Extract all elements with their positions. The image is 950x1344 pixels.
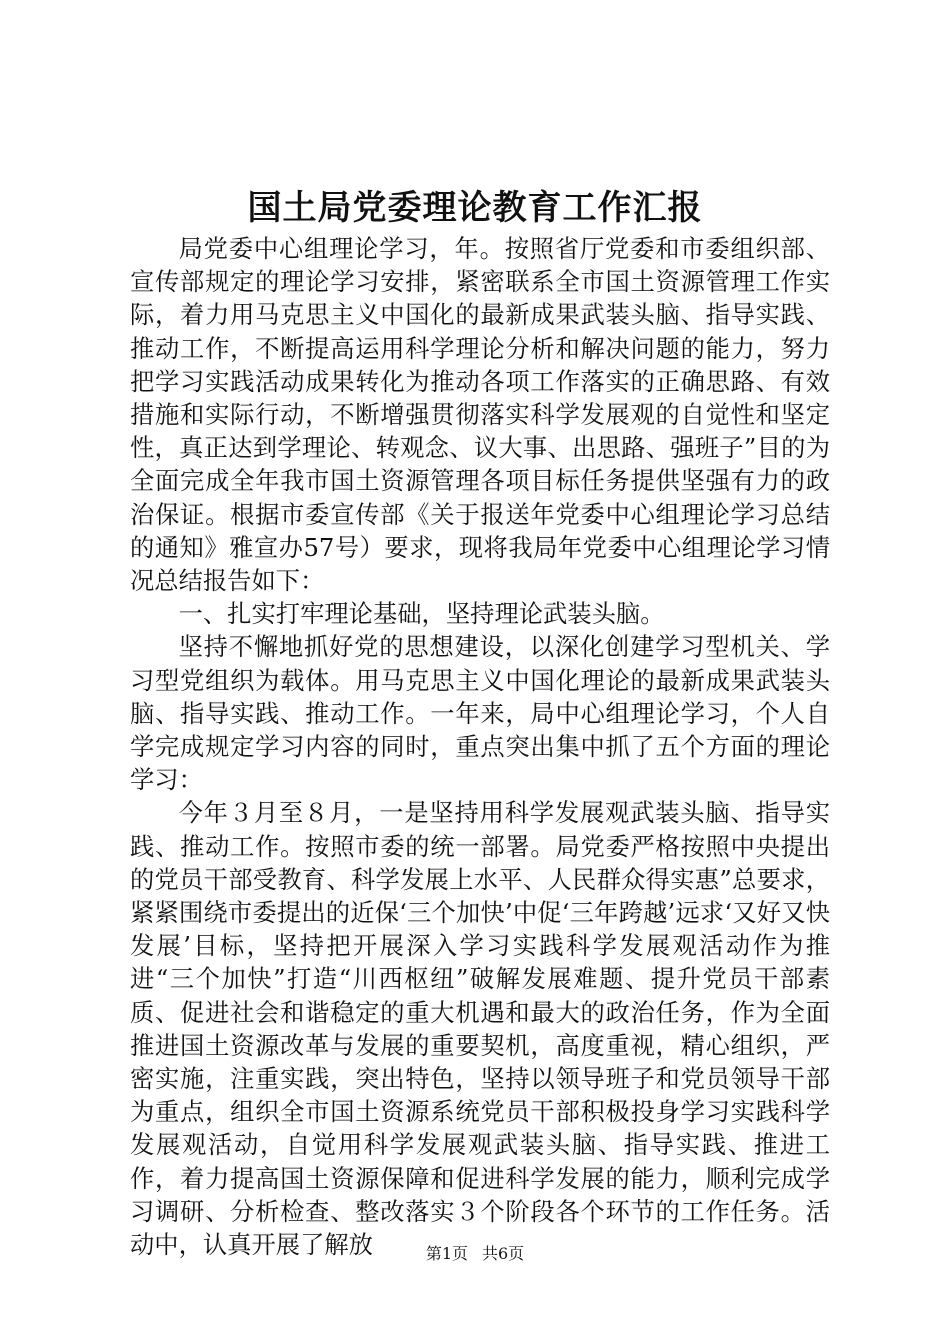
document-body xyxy=(130,232,830,1261)
paragraph-intro: 局党委中心组理论学习，年。按照省厅党委和市委组织部、宣传部规定的理论学习安排，紧密联系全市国土资源管理工作实际，着力用马克思主义中国化的最新成果武装头脑、指导实践、推动工作，不断提高运用科学理论分析和解决问题的能力，努力把学习实践活动成果转化为推动各项工作落实的正确思路、有效措施和实际行动，不断增强贯彻落实科学发展观的自觉性和坚定性，真正达到学理论、转观念、议大事、出思路、强班子”目的为全面完成全年我市国土资源管理各项目标任务提供坚强有力的政治保证。根据市委宣传部《关于报送年党委中心组理论学习总结的通知》雅宣办57号）要求，现将我局年党委中心组理论学习情况总结报告如下： xyxy=(130,234,830,596)
paragraph-section-heading: 一、扎实打牢理论基础，坚持理论武装头脑。 xyxy=(178,599,665,629)
paragraph-scientific-development: 今年３月至８月，一是坚持用科学发展观武装头脑、指导实践、推动工作。按照市委的统一部署。局党委严格按照中央提出的党员干部受教育、科学发展上水平、人民群众得实惠”总要求，紧紧围绕市委提出的近保‘三个加快’中促‘三年跨越’远求‘又好又快发展’目标，坚持把开展深入学习实践科学发展观活动作为推进“三个加快”打造“川西枢纽”破解发展难题、提升党员干部素质、促进社会和谐稳定的重大机遇和最大的政治任务，作为全面推进国土资源改革与发展的重要契机，高度重视，精心组织，严密实施，注重实践，突出特色，坚持以领导班子和党员领导干部为重点，组织全市国土资源系统党员干部积极投身学习实践科学发展观活动，自觉用科学发展观武装头脑、指导实践、推进工作，着力提高国土资源保障和促进科学发展的能力，顺利完成学习调研、分析检查、整改落实３个阶段各个环节的工作任务。活动中，认真开展了解放 xyxy=(130,798,830,1260)
document-title: 国土局党委理论教育工作汇报 xyxy=(247,188,703,228)
paragraph-theory-study: 坚持不懈地抓好党的思想建设，以深化创建学习型机关、学习型党组织为载体。用马克思主义中国化理论的最新成果武装头脑、指导实践、推动工作。一年来，局中心组理论学习，个人自学完成规定学习内容的同时，重点突出集中抓了五个方面的理论学习： xyxy=(130,632,830,795)
page-number: 第1页 xyxy=(425,1244,468,1263)
page-total: 共6页 xyxy=(482,1244,525,1263)
page-footer xyxy=(0,1244,950,1264)
